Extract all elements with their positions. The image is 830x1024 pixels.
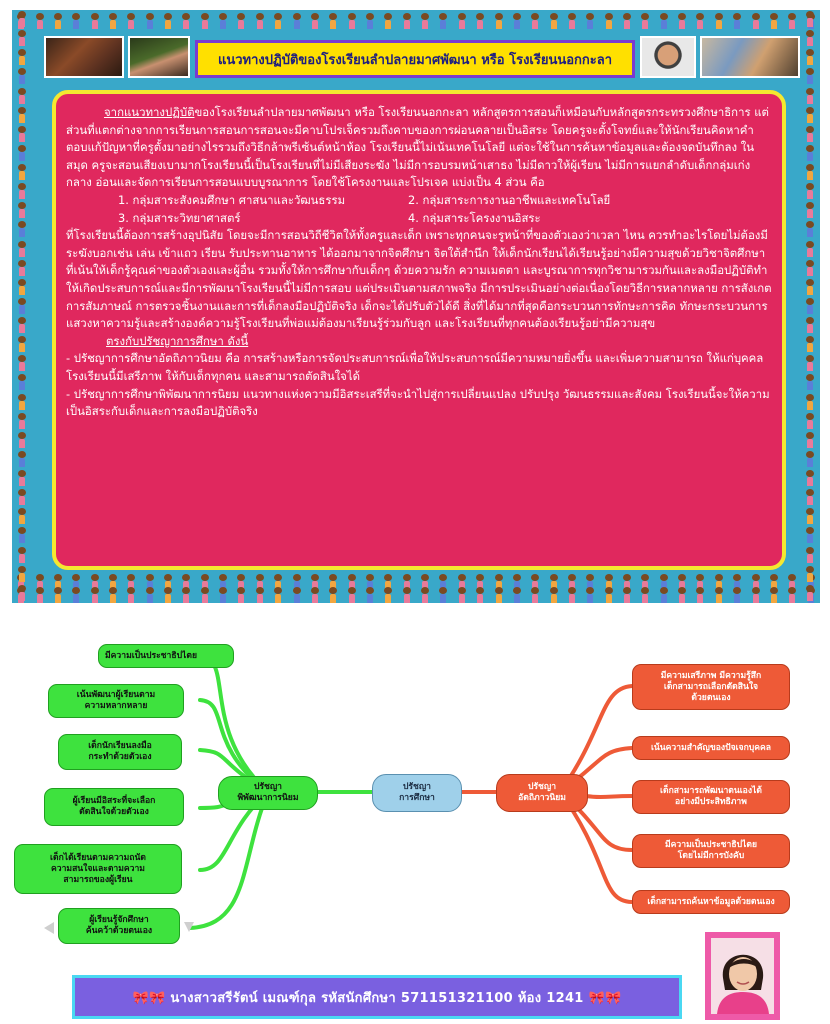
education-philosophy-center[interactable]: ปรัชญา การศึกษา — [372, 774, 462, 812]
children-photo — [128, 36, 190, 78]
child-figure-icon — [14, 335, 30, 354]
child-figure-icon — [508, 12, 526, 30]
child-figure-icon — [306, 12, 324, 30]
child-figure-icon — [600, 12, 618, 30]
subject-groups — [66, 192, 772, 227]
people-border-right — [802, 10, 818, 603]
child-figure-icon — [14, 201, 30, 220]
classroom-photo-1 — [44, 36, 124, 78]
child-figure-icon — [526, 12, 544, 30]
child-figure-icon — [728, 12, 746, 30]
child-figure-icon — [802, 240, 818, 259]
child-figure-icon — [434, 586, 452, 603]
existentialism-hub[interactable]: ปรัชญา อัตถิภาวนิยม — [496, 774, 588, 812]
child-figure-icon — [398, 586, 416, 603]
child-figure-icon — [434, 12, 452, 30]
child-figure-icon — [471, 586, 489, 603]
child-figure-icon — [765, 12, 783, 30]
child-figure-icon — [802, 335, 818, 354]
philosophy-heading: ตรงกับปรัชญาการศึกษา ดังนี้ — [106, 333, 249, 348]
child-figure-icon — [489, 12, 507, 30]
poster-title: แนวทางปฏิบัติของโรงเรียนลำปลายมาศพัฒนา หรือ โรงเรียนนอกกะลา — [217, 52, 613, 68]
child-figure-icon — [728, 586, 746, 603]
poster-content — [52, 90, 786, 570]
child-figure-icon — [802, 354, 818, 373]
child-figure-icon — [379, 12, 397, 30]
student-portrait — [711, 938, 774, 1014]
child-figure-icon — [802, 182, 818, 201]
child-figure-icon — [14, 526, 30, 545]
child-figure-icon — [67, 586, 85, 603]
child-figure-icon — [269, 586, 287, 603]
child-figure-icon — [324, 12, 342, 30]
child-figure-icon — [14, 297, 30, 316]
child-figure-icon — [14, 316, 30, 335]
child-figure-icon — [673, 586, 691, 603]
child-figure-icon — [581, 586, 599, 603]
child-figure-icon — [802, 48, 818, 67]
child-figure-icon — [232, 12, 250, 30]
child-figure-icon — [765, 586, 783, 603]
child-figure-icon — [802, 278, 818, 297]
child-figure-icon — [251, 586, 269, 603]
people-border-bottom — [12, 586, 820, 603]
child-figure-icon — [361, 586, 379, 603]
child-figure-icon — [67, 12, 85, 30]
left-node-3[interactable]: เด็กนักเรียนลงมือ กระทำด้วยตัวเอง — [58, 734, 182, 770]
poster — [12, 10, 820, 603]
progressivism-hub[interactable]: ปรัชญา พิพัฒนาการนิยม — [218, 776, 318, 810]
child-figure-icon — [14, 278, 30, 297]
child-figure-icon — [14, 29, 30, 48]
classroom-photo-2 — [700, 36, 800, 78]
child-figure-icon — [14, 48, 30, 67]
student-photo-frame — [705, 932, 780, 1020]
subject-group-2: 2. กลุ่มสาระการงานอาชีพและเทคโนโลยี — [408, 192, 611, 207]
child-figure-icon — [802, 412, 818, 431]
child-figure-icon — [802, 29, 818, 48]
child-figure-icon — [802, 373, 818, 392]
child-figure-icon — [636, 586, 654, 603]
child-figure-icon — [802, 507, 818, 526]
child-figure-icon — [379, 586, 397, 603]
right-node-5[interactable]: เด็กสามารถค้นหาข้อมูลด้วยตนเอง — [632, 890, 790, 914]
child-figure-icon — [802, 220, 818, 239]
child-figure-icon — [526, 586, 544, 603]
philosophy-existentialism: - ปรัชญาการศึกษาอัตถิภาวนิยม คือ การสร้างหรือการจัดประสบการณ์เพื่อให้ประสบการณ์มีความหมายยิ่งขึ้น และเพิ่มความสามารถ ให้แก่บุคคล โรงเรียนนี้มีเสรีภาพ ให้กับเด็กทุกคน และสามารถตัดสินใจได้ — [66, 351, 764, 383]
child-figure-icon — [342, 12, 360, 30]
student-name-banner — [72, 975, 682, 1019]
left-node-2[interactable]: เน้นพัฒนาผู้เรียนตาม ความหลากหลาย — [48, 684, 184, 718]
people-border-left — [14, 10, 30, 603]
left-node-5[interactable]: เด็กได้เรียนตามความถนัด ความสนใจและตามความ สามารถของผู้เรียน — [14, 844, 182, 894]
child-figure-icon — [159, 586, 177, 603]
child-figure-icon — [14, 163, 30, 182]
child-figure-icon — [14, 450, 30, 469]
child-figure-icon — [177, 586, 195, 603]
left-node-6[interactable]: ผู้เรียนรู้จักศึกษา ค้นคว้าด้วยตนเอง — [58, 908, 180, 944]
child-figure-icon — [802, 546, 818, 565]
child-figure-icon — [14, 393, 30, 412]
child-figure-icon — [544, 12, 562, 30]
child-figure-icon — [14, 87, 30, 106]
child-figure-icon — [802, 488, 818, 507]
child-figure-icon — [673, 12, 691, 30]
child-figure-icon — [324, 586, 342, 603]
child-figure-icon — [14, 546, 30, 565]
child-figure-icon — [214, 586, 232, 603]
child-figure-icon — [802, 526, 818, 545]
child-figure-icon — [802, 316, 818, 335]
child-figure-icon — [783, 12, 801, 30]
child-figure-icon — [544, 586, 562, 603]
child-figure-icon — [783, 586, 801, 603]
child-figure-icon — [453, 12, 471, 30]
child-figure-icon — [287, 12, 305, 30]
child-figure-icon — [802, 565, 818, 584]
child-figure-icon — [618, 12, 636, 30]
child-figure-icon — [232, 586, 250, 603]
teacher-photo — [640, 36, 696, 78]
child-figure-icon — [251, 12, 269, 30]
child-figure-icon — [14, 431, 30, 450]
child-figure-icon — [342, 586, 360, 603]
poster-title-box — [195, 40, 635, 78]
child-figure-icon — [14, 144, 30, 163]
child-figure-icon — [85, 12, 103, 30]
child-figure-icon — [416, 12, 434, 30]
child-figure-icon — [14, 10, 30, 29]
child-figure-icon — [122, 12, 140, 30]
right-node-4[interactable]: มีความเป็นประชาธิปไตย โดยไม่มีการบังคับ — [632, 834, 790, 868]
child-figure-icon — [287, 586, 305, 603]
intro-paragraph — [66, 104, 772, 192]
child-figure-icon — [49, 586, 67, 603]
child-figure-icon — [30, 12, 48, 30]
child-figure-icon — [30, 586, 48, 603]
child-figure-icon — [122, 586, 140, 603]
avatar — [711, 938, 774, 1014]
child-figure-icon — [14, 125, 30, 144]
left-node-1[interactable]: มีความเป็นประชาธิปไตย — [98, 644, 234, 668]
right-node-3[interactable]: เด็กสามารถพัฒนาตนเองได้ อย่างมีประสิทธิภาพ — [632, 780, 790, 814]
intro-text: ของโรงเรียนลำปลายมาศพัฒนา หรือ โรงเรียนนอกกะลา หลักสูตรการสอนก็เหมือนกับหลักสูตรกระทรวงศึกษาธิการ แต่ส่วนที่แตกต่างจากการเรียนการสอนการสอนจะมีคาบโปรเจ็ครวมถึงคาบของการผ่อนคลายเป็นอิสระ โดยครูจะตั้งโจทย์และให้นักเรียนคิดหาคำตอบแก้ปัญหาที่ครูตั้งมาอย่างไรรวมถึงวิธีกล้าพรีเซ้นต์หน้าห้อง โรงเรียนนี้ไม่เน้นเทคโนโลยี แต่จะใช้ในการค้นหาข้อมูลและต้องจดบันทึกลง ในสมุด ครูจะสอนเสียงเบามากโรงเรียนนี้เป็นโรงเรียนที่ไม่มีเสียงระฆัง ไม่มีการอบรมหน้าเสาธง ไม่มีดาวให้ผู้เรียน ไม่มีการแยกลำดับเด็กกลุ่มเก่งกลาง อ่อนและจัดการเรียนการสอนแบบบูรณาการ โดยใช้โครงงานและโปรเจค แบ่งเป็น 4 ส่วน คือ — [66, 105, 769, 190]
child-figure-icon — [104, 586, 122, 603]
child-figure-icon — [471, 12, 489, 30]
student-name-text: 🎀🎀 นางสาวสรีรัตน์ เมณฑ์กุล รหัสนักศึกษา 571151321100 ห้อง 1241 🎀🎀 — [132, 990, 622, 1006]
intro-underlined: จากแนวทางปฏิบัติ — [104, 105, 195, 119]
child-figure-icon — [618, 586, 636, 603]
people-border-top — [12, 12, 820, 30]
child-figure-icon — [802, 106, 818, 125]
child-figure-icon — [563, 586, 581, 603]
child-figure-icon — [49, 12, 67, 30]
child-figure-icon — [802, 163, 818, 182]
habit-paragraph: ที่โรงเรียนนี้ต้องการสร้างอุปนิสัย โดยจะมีการสอนวิถีชีวิตให้ทั้งครูและเด็ก เพราะทุกคนจะรูหน้าที่ของตัวเองว่าเวลา ไหน ควรทำอะไรโดยไม่ต้องมีระฆังบอกเช่น เล่น เข้าแถว เรียน รับประทานอาหาร ได้ออกมาจากจิตศึกษา จิตใต้สำนึก ให้เด็กนักเรียนได้เรียนรู้อย่างมีความสุขด้วยวิชาจิตศึกษาที่เน้นให้เด็กรู้คุณค่าของตัวเองและผู้อื่น รวมทั้งให้การศึกษากับเด็กๆ ด้วยความรัก ความเมตตา และบูรณาการทุกวิชามารวมกันและลงมือปฏิบัติทำ ให้เกิดประสบการณ์และมีการพัฒนาโรงเรียนนี้ไม่มีการสอบ แต่ประเมินตามสภาพจริง มีการประเมินอย่างต่อเนื่องโดยวิธีการหลากหลาย การสังเกต การสัมภาษณ์ การตรวจชิ้นงานและการที่เด็กลงมือปฏิบัติจริง เด็กจะได้ปรับตัวได้ดี สิ่งที่ได้มากที่สุดคือกระบวนการทักษะการคิด ทักษะกระบวนการแสวงหาความรู้และสร้างองค์ความรู้โรงเรียนที่พ่อแม่ต้องมาเรียนรู้ร่วมกับลูก และโรงเรียนที่ทุกคนต้องเรียนรู้อย่ามีความสุข — [66, 228, 772, 331]
philosophy-mind-map — [0, 620, 830, 950]
child-figure-icon — [14, 565, 30, 584]
child-figure-icon — [196, 12, 214, 30]
child-figure-icon — [141, 586, 159, 603]
child-figure-icon — [802, 144, 818, 163]
subject-group-1: 1. กลุ่มสาระสังคมศึกษา ศาสนาและวัฒนธรรม — [118, 192, 346, 207]
child-figure-icon — [14, 354, 30, 373]
child-figure-icon — [655, 12, 673, 30]
child-figure-icon — [14, 373, 30, 392]
child-figure-icon — [14, 488, 30, 507]
child-figure-icon — [581, 12, 599, 30]
child-figure-icon — [802, 10, 818, 29]
child-figure-icon — [802, 450, 818, 469]
child-figure-icon — [14, 67, 30, 86]
child-figure-icon — [508, 586, 526, 603]
child-figure-icon — [85, 586, 103, 603]
subject-group-4: 4. กลุ่มสาระโครงงานอิสระ — [408, 210, 541, 225]
child-figure-icon — [14, 220, 30, 239]
child-figure-icon — [802, 393, 818, 412]
child-figure-icon — [636, 12, 654, 30]
subject-group-3: 3. กลุ่มสาระวิทยาศาสตร์ — [118, 210, 241, 225]
left-node-4[interactable]: ผู้เรียนมีอิสระที่จะเลือก ตัดสินใจด้วยตัวเอง — [44, 788, 184, 826]
child-figure-icon — [710, 12, 728, 30]
child-figure-icon — [802, 201, 818, 220]
child-figure-icon — [196, 586, 214, 603]
child-figure-icon — [14, 259, 30, 278]
child-figure-icon — [802, 469, 818, 488]
child-figure-icon — [710, 586, 728, 603]
child-figure-icon — [398, 12, 416, 30]
collapse-left-icon[interactable] — [44, 922, 54, 934]
child-figure-icon — [104, 12, 122, 30]
child-figure-icon — [361, 12, 379, 30]
right-node-1[interactable]: มีความเสรีภาพ มีความรู้สึก เด็กสามารถเลือกตัดสินใจ ด้วยตนเอง — [632, 664, 790, 710]
child-figure-icon — [489, 586, 507, 603]
child-figure-icon — [416, 586, 434, 603]
child-figure-icon — [177, 12, 195, 30]
child-figure-icon — [600, 586, 618, 603]
child-figure-icon — [802, 87, 818, 106]
child-figure-icon — [655, 586, 673, 603]
child-figure-icon — [14, 106, 30, 125]
philosophy-progressivism: - ปรัชญาการศึกษาพิพัฒนาการนิยม แนวทางแห่งความมีอิสระเสรีที่จะนำไปสู่การเปลี่ยนแปลง ปรับปรุง วัฒนธรรมและสังคม โรงเรียนนี้จะให้ความเป็นอิสระกับเด็กและการลงมือปฏิบัติจริง — [66, 386, 770, 419]
child-figure-icon — [746, 586, 764, 603]
child-figure-icon — [802, 125, 818, 144]
child-figure-icon — [14, 584, 30, 603]
child-figure-icon — [691, 586, 709, 603]
child-figure-icon — [802, 431, 818, 450]
child-figure-icon — [802, 259, 818, 278]
child-figure-icon — [306, 586, 324, 603]
child-figure-icon — [746, 12, 764, 30]
child-figure-icon — [159, 12, 177, 30]
child-figure-icon — [453, 586, 471, 603]
child-figure-icon — [14, 182, 30, 201]
child-figure-icon — [269, 12, 287, 30]
child-figure-icon — [802, 297, 818, 316]
child-figure-icon — [14, 412, 30, 431]
child-figure-icon — [14, 469, 30, 488]
child-figure-icon — [563, 12, 581, 30]
right-node-2[interactable]: เน้นความสำคัญของปัจเจกบุคคล — [632, 736, 790, 760]
child-figure-icon — [214, 12, 232, 30]
child-figure-icon — [14, 507, 30, 526]
child-figure-icon — [802, 584, 818, 603]
child-figure-icon — [14, 240, 30, 259]
child-figure-icon — [141, 12, 159, 30]
child-figure-icon — [802, 67, 818, 86]
child-figure-icon — [691, 12, 709, 30]
